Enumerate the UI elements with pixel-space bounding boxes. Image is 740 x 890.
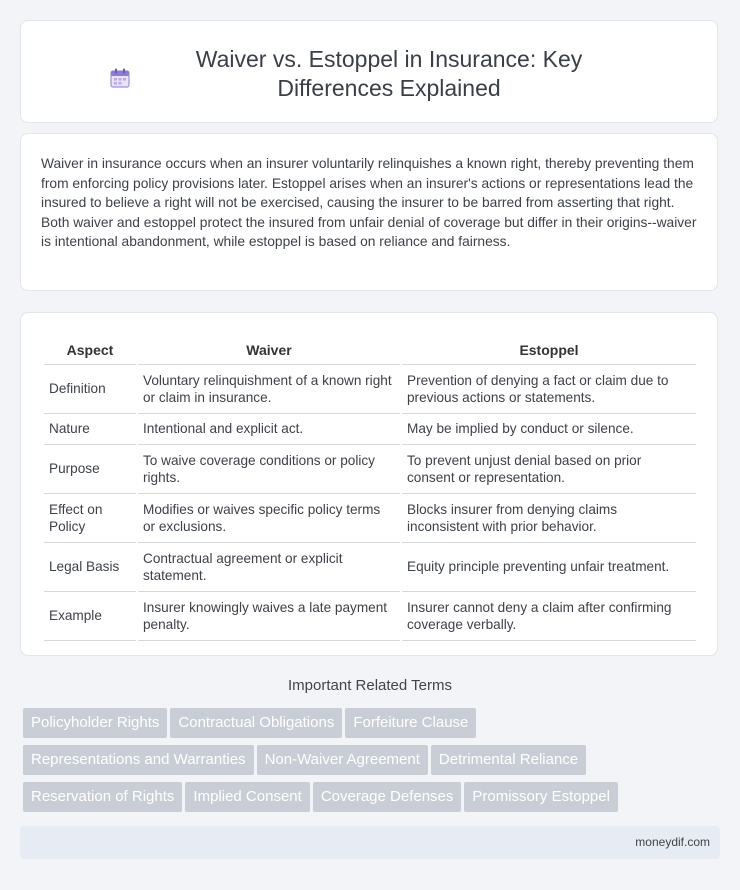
tag-non-waiver-agreement[interactable]: Non-Waiver Agreement xyxy=(257,745,428,775)
table-row xyxy=(44,543,696,592)
table-cell: Voluntary relinquishment of a known right or claim in insurance. xyxy=(138,365,400,414)
column-header-aspect: Aspect xyxy=(44,332,136,365)
table-row xyxy=(44,414,696,445)
table-cell: Insurer knowingly waives a late payment penalty. xyxy=(138,592,400,641)
table-cell: Modifies or waives specific policy terms or exclusions. xyxy=(138,494,400,543)
table-cell: Example xyxy=(44,592,136,641)
table-row xyxy=(44,494,696,543)
tag-forfeiture-clause[interactable]: Forfeiture Clause xyxy=(345,708,476,738)
tag-row xyxy=(23,782,621,812)
tag-coverage-defenses[interactable]: Coverage Defenses xyxy=(313,782,462,812)
table-row xyxy=(44,445,696,494)
column-header-waiver: Waiver xyxy=(138,332,400,365)
table-cell: Effect on Policy xyxy=(44,494,136,543)
footer xyxy=(20,826,720,859)
intro-card xyxy=(20,133,718,291)
table-cell: To prevent unjust denial based on prior consent or representation. xyxy=(402,445,696,494)
tag-contractual-obligations[interactable]: Contractual Obligations xyxy=(170,708,342,738)
table-cell: Prevention of denying a fact or claim due to previous actions or statements. xyxy=(402,365,696,414)
table-cell: Insurer cannot deny a claim after confirming coverage verbally. xyxy=(402,592,696,641)
table-row xyxy=(44,592,696,641)
page-title: Waiver vs. Estoppel in Insurance: Key Differences Explained xyxy=(195,46,583,101)
table-row xyxy=(44,365,696,414)
table-cell: Blocks insurer from denying claims inconsistent with prior behavior. xyxy=(402,494,696,543)
table-cell: Definition xyxy=(44,365,136,414)
table-cell: Purpose xyxy=(44,445,136,494)
table-cell: Legal Basis xyxy=(44,543,136,592)
comparison-table xyxy=(42,332,698,641)
table-cell: Nature xyxy=(44,414,136,445)
table-cell: To waive coverage conditions or policy rights. xyxy=(138,445,400,494)
comparison-table-card xyxy=(20,312,718,656)
table-header-row xyxy=(44,332,696,365)
tag-row xyxy=(23,708,479,738)
tag-row xyxy=(23,745,589,775)
tag-detrimental-reliance[interactable]: Detrimental Reliance xyxy=(431,745,586,775)
tag-promissory-estoppel[interactable]: Promissory Estoppel xyxy=(464,782,618,812)
column-header-estoppel: Estoppel xyxy=(402,332,696,365)
tag-implied-consent[interactable]: Implied Consent xyxy=(185,782,309,812)
footer-site-link[interactable]: moneydif.com xyxy=(635,835,710,849)
title-card xyxy=(20,20,718,123)
tag-reservation-of-rights[interactable]: Reservation of Rights xyxy=(23,782,182,812)
tag-representations-and-warranties[interactable]: Representations and Warranties xyxy=(23,745,254,775)
tag-policyholder-rights[interactable]: Policyholder Rights xyxy=(23,708,167,738)
table-cell: Intentional and explicit act. xyxy=(138,414,400,445)
intro-paragraph: Waiver in insurance occurs when an insurer voluntarily relinquishes a known right, thereby preventing them from enforcing policy provisions later. Estoppel arises when an insurer's actions or representations lead the insured to believe a right will not be exercised, causing the insurer to be barred from asserting that right. Both waiver and estoppel protect the insured from unfair denial of coverage but differ in their origins--waiver is intentional abandonment, while estoppel is based on reliance and fairness. xyxy=(41,156,697,250)
table-cell: Equity principle preventing unfair treatment. xyxy=(402,543,696,592)
related-terms-title: Important Related Terms xyxy=(288,677,452,694)
table-cell: Contractual agreement or explicit statement. xyxy=(138,543,400,592)
table-cell: May be implied by conduct or silence. xyxy=(402,414,696,445)
